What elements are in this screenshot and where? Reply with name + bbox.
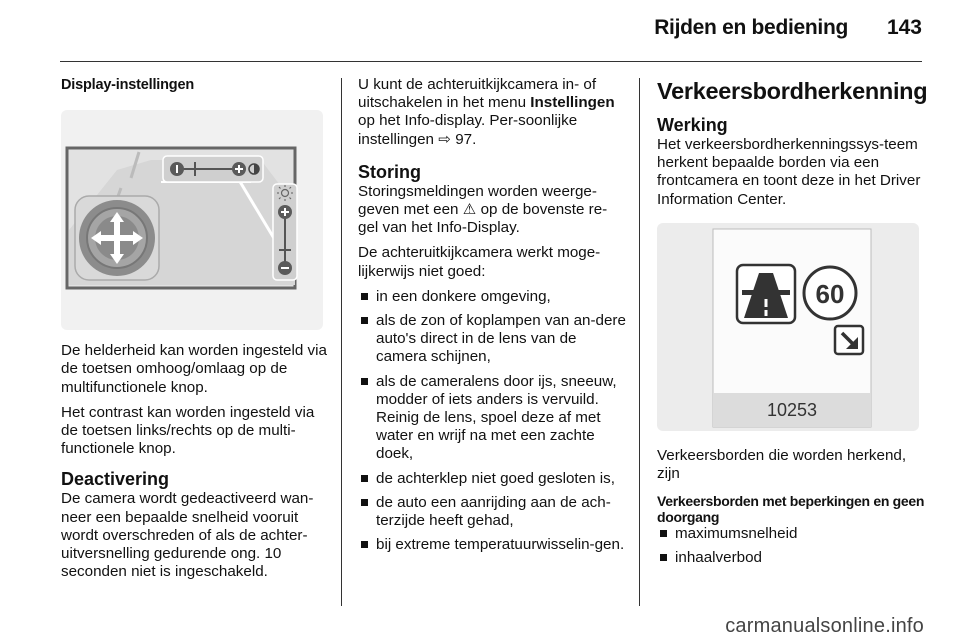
watermark-text: carmanualsonline.info: [725, 615, 924, 637]
odometer-value: 10253: [766, 399, 818, 420]
operation-paragraph: Het verkeersbordherkenningssys-teem herkent bepaalde borden via een frontcamera en toont deze in het Driver Information Center.: [657, 136, 921, 208]
traffic-sign-svg: [657, 223, 919, 431]
page-number: 143: [886, 16, 922, 39]
display-settings-svg: [61, 110, 323, 330]
malfunction-list: [358, 288, 626, 555]
settings-text-a: U kunt de achteruitkijkcamera in- of uitschakelen in het menu: [358, 76, 597, 112]
speed-limit-sign-icon: [804, 267, 856, 319]
list-item: als de cameralens door ijs, sneeuw, modder of iets anders is vervuild. Reinig de lens, spoel deze af met water en wrijf na met een zachte doek,: [358, 373, 626, 464]
contrast-paragraph: Het contrast kan worden ingesteld via de toetsen links/rechts op de multi-functionele knop.: [61, 403, 315, 458]
fault-paragraph: [358, 183, 626, 238]
motorway-sign-icon: [737, 265, 795, 323]
recognized-signs-paragraph: Verkeersborden die worden herkend, zijn: [657, 446, 907, 483]
camera-display-illustration: [61, 110, 323, 330]
list-item: bij extreme temperatuurwisselin-gen.: [358, 536, 626, 554]
settings-menu-label: Instellingen: [530, 94, 615, 112]
traffic-sign-recognition-heading: Verkeersbordherkenning: [657, 78, 928, 104]
brightness-paragraph: De helderheid kan worden ingesteld via de toetsen omhoog/omlaag op de multifunctionele knop.: [61, 342, 327, 396]
page-ref-arrow-icon: ⇨: [438, 130, 451, 148]
list-item: de achterklep niet goed gesloten is,: [358, 470, 626, 488]
dic-traffic-sign-illustration: [657, 223, 919, 431]
list-item: inhaalverbod: [657, 549, 925, 567]
page-ref-number: 97.: [455, 130, 477, 148]
fault-heading: Storing: [358, 161, 421, 182]
right-column: [657, 78, 928, 574]
fault-text-b: op de bovenste re-gel van het Info-Display.: [358, 201, 608, 237]
operation-heading: Werking: [657, 115, 728, 135]
chapter-title: Rijden en bediening: [654, 16, 848, 39]
warning-triangle-icon: ⚠: [462, 201, 477, 219]
column-divider-2: [639, 78, 640, 606]
middle-column: [358, 76, 626, 560]
list-item: als de zon of koplampen van an-dere auto's direct in de lens van de camera schijnen,: [358, 312, 626, 367]
fault-text-a: Storingsmeldingen worden weerge-geven met een: [358, 182, 597, 219]
left-column: [61, 76, 327, 588]
restriction-signs-label: Verkeersborden met beperkingen en geen doorgang: [657, 493, 925, 526]
speed-value: 60: [815, 278, 845, 309]
deactivation-heading: Deactivering: [61, 469, 170, 490]
deactivation-paragraph: De camera wordt gedeactiveerd wan-neer een bepaalde snelheid vooruit wordt overschreden of als de achter-uitversnelling gedurende ong. 10 seconden niet is ingeschakeld.: [61, 490, 314, 581]
malfunction-intro: De achteruitkijkcamera werkt moge-lijkerwijs niet goed:: [358, 244, 601, 280]
list-item: de auto een aanrijding aan de ach-terzijde heeft gehad,: [358, 494, 626, 530]
restriction-signs-list: [657, 525, 925, 567]
page-header: [0, 0, 960, 62]
section-title: Display-instellingen: [61, 77, 194, 93]
header-divider: [60, 61, 922, 62]
settings-text-b: op het Info-display. Per-soonlijke instellingen: [358, 112, 578, 148]
list-item: maximumsnelheid: [657, 525, 925, 543]
list-item: in een donkere omgeving,: [358, 288, 626, 306]
settings-paragraph: [358, 76, 626, 149]
direction-arrow-sign-icon: [835, 326, 863, 354]
column-divider-1: [341, 78, 342, 606]
